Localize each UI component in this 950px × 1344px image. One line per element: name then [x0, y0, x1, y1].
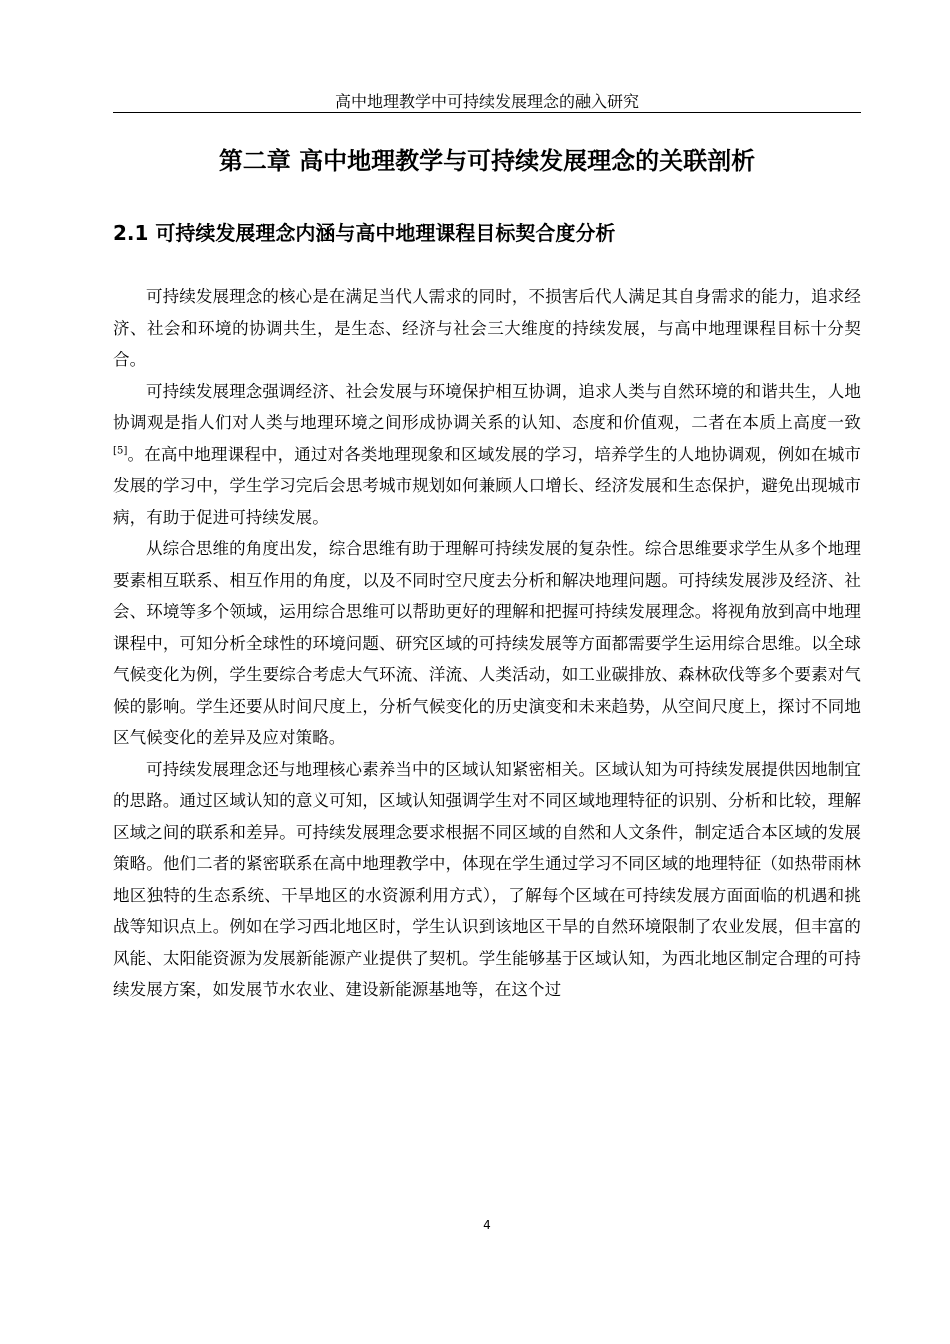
paragraph-3: 从综合思维的角度出发，综合思维有助于理解可持续发展的复杂性。综合思维要求学生从多个地理要素相互联系、相互作用的角度，以及不同时空尺度去分析和解决地理问题。可持续发展涉及经济、社会、环境等多个领域，运用综合思维可以帮助更好的理解和把握可持续发展理念。将视角放到高中地理课程中，可知分析全球性的环境问题、研究区域的可持续发展等方面都需要学生运用综合思维。以全球气候变化为例，学生要综合考虑大气环流、洋流、人类活动，如工业碳排放、森林砍伐等多个要素对气候的影响。学生还要从时间尺度上，分析气候变化的历史演变和未来趋势，从空间尺度上，探讨不同地区气候变化的差异及应对策略。 — [113, 539, 861, 747]
paragraph-2 — [113, 376, 861, 534]
running-header: 高中地理教学中可持续发展理念的融入研究 — [334, 92, 639, 111]
section-title: 2.1 可持续发展理念内涵与高中地理课程目标契合度分析 — [113, 221, 616, 245]
paragraph-2-part-2: 。在高中地理课程中，通过对各类地理现象和区域发展的学习，培养学生的人地协调观，例如在城市发展的学习中，学生学习完后会思考城市规划如何兼顾人口增长、经济发展和生态保护，避免出现城市病，有助于促进可持续发展。 — [113, 444, 861, 527]
paragraph-2-part-1: 可持续发展理念强调经济、社会发展与环境保护相互协调，追求人类与自然环境的和谐共生，人地协调观是指人们对人类与地理环境之间形成协调关系的认知、态度和价值观，二者在本质上高度一致 — [113, 381, 861, 432]
paragraph-4: 可持续发展理念还与地理核心素养当中的区域认知紧密相关。区域认知为可持续发展提供因地制宜的思路。通过区域认知的意义可知，区域认知强调学生对不同区域地理特征的识别、分析和比较，理解区域之间的联系和差异。可持续发展理念要求根据不同区域的自然和人文条件，制定适合本区域的发展策略。他们二者的紧密联系在高中地理教学中，体现在学生通过学习不同区域的地理特征（如热带雨林地区独特的生态系统、干旱地区的水资源利用方式），了解每个区域在可持续发展方面面临的机遇和挑战等知识点上。例如在学习西北地区时，学生认识到该地区干旱的自然环境限制了农业发展，但丰富的风能、太阳能资源为发展新能源产业提供了契机。学生能够基于区域认知，为西北地区制定合理的可持续发展方案，如发展节水农业、建设新能源基地等，在这个过 — [113, 759, 861, 999]
citation-marker[interactable]: [5] — [113, 445, 128, 456]
paragraph-1: 可持续发展理念的核心是在满足当代人需求的同时，不损害后代人满足其自身需求的能力，追求经济、社会和环境的协调共生，是生态、经济与社会三大维度的持续发展，与高中地理课程目标十分契合。 — [113, 287, 861, 369]
body-text — [113, 281, 861, 1006]
header-rule — [113, 112, 861, 113]
page-number: 4 — [483, 1218, 491, 1232]
chapter-title: 第二章 高中地理教学与可持续发展理念的关联剖析 — [218, 147, 756, 175]
